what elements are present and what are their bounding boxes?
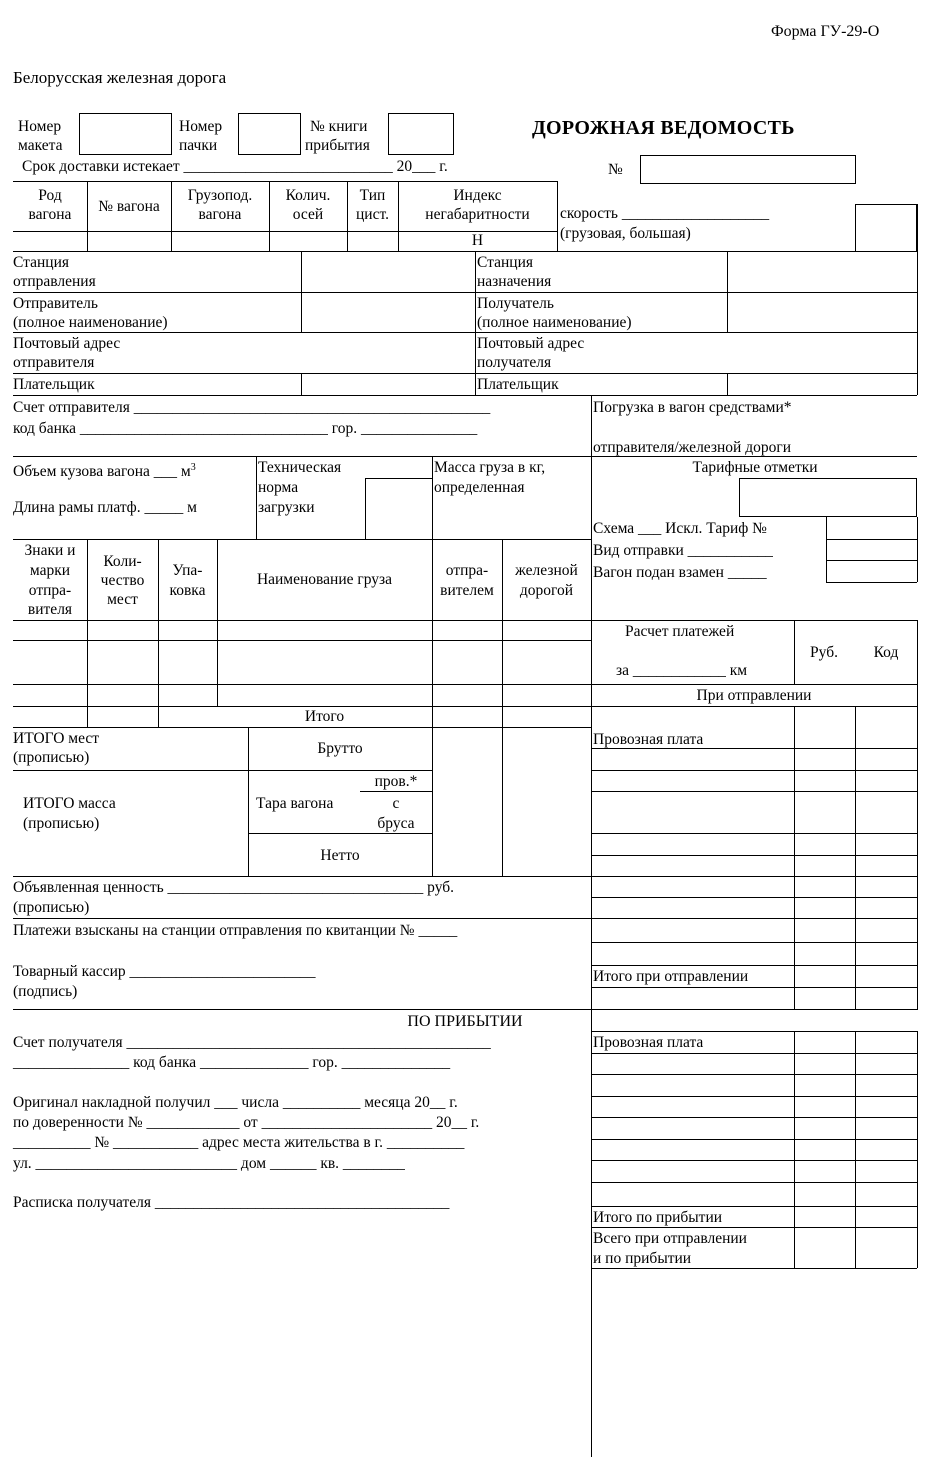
cashier-hint: (подпись) (13, 983, 78, 1000)
mass-1: Масса груза в кг, (434, 459, 546, 476)
provoz-arr: Провозная плата (593, 1034, 704, 1051)
netto: Нетто (320, 847, 360, 864)
number-sign: № (608, 161, 623, 178)
total-1: Всего при отправлении (593, 1230, 747, 1247)
wagon-volume[interactable]: Объем кузова вагона ___ $м^3$ (13, 462, 196, 481)
loading-1: Погрузка в вагон средствами* (593, 399, 792, 416)
tariff-marks-field[interactable] (739, 478, 917, 517)
norm-3: загрузки (258, 499, 315, 516)
original-4[interactable]: ул. __________________________ дом ______ кв. ________ (13, 1155, 405, 1172)
by-sender-2: вителем (440, 582, 494, 599)
index-2: негабаритности (425, 206, 530, 223)
receiver-addr-1: Почтовый адрес (477, 335, 585, 352)
pachki-number-field[interactable] (238, 113, 301, 155)
pack-2: ковка (169, 582, 206, 599)
qty-2: чество (100, 572, 145, 589)
tip-cist-1: Тип (359, 187, 386, 204)
calc-payments: Расчет платежей (625, 623, 735, 640)
sender-2: (полное наименование) (13, 314, 168, 331)
itogo-arr: Итого по прибытии (593, 1209, 723, 1226)
loading-2: отправителя/железной дороги (593, 439, 791, 456)
payer-right: Плательщик (477, 376, 559, 393)
declared-value-hint: (прописью) (13, 899, 90, 916)
station-from-1: Станция (13, 254, 69, 271)
mass-2: определенная (434, 479, 525, 496)
km-field[interactable]: за ____________ км (616, 662, 748, 679)
gruzopod-1: Грузопод. (187, 187, 253, 204)
delivery-deadline[interactable]: Срок доставки истекает ___________________________ 20___ г. (22, 158, 448, 175)
itogo-mest-1: ИТОГО мест (13, 730, 100, 747)
rod-vagona-1: Род (38, 187, 62, 204)
index-1: Индекс (453, 187, 502, 204)
provoz-dep: Провозная плата (593, 731, 704, 748)
kol-osey-2: осей (292, 206, 324, 223)
qty-1: Коли- (103, 553, 142, 570)
cargo-name: Наименование груза (256, 571, 393, 588)
sender-account[interactable]: Счет отправителя ______________________________________________ (13, 399, 491, 416)
prov: пров.* (374, 773, 418, 790)
itogo-dep: Итого при отправлении (593, 968, 749, 985)
receiver-2: (полное наименование) (477, 314, 632, 331)
norm-1: Техническая (258, 459, 342, 476)
kniga-label-2: прибытия (305, 137, 370, 154)
kol-osey-1: Колич. (285, 187, 331, 204)
nomer-vagona: № вагона (98, 198, 160, 215)
brusa: бруса (377, 815, 415, 832)
speed-code-field[interactable] (855, 204, 917, 252)
maket-number-field[interactable] (79, 113, 172, 155)
itogo-mest-2: (прописью) (13, 749, 90, 766)
receiver-addr-2: получателя (477, 354, 552, 371)
sender-addr-2: отправителя (13, 354, 95, 371)
bank-code[interactable]: код банка ________________________________ гор. _______________ (13, 420, 478, 437)
original-2[interactable]: по доверенности № ____________ от ______________________ 20__ г. (13, 1114, 480, 1131)
station-to-1: Станция (477, 254, 533, 271)
tariff-marks: Тарифные отметки (692, 459, 818, 476)
original-1[interactable]: Оригинал накладной получил ___ числа __________ месяца 20__ г. (13, 1094, 458, 1111)
s-label: с (392, 795, 400, 812)
station-from-2: отправления (13, 273, 96, 290)
speed-label[interactable]: скорость ___________________ (560, 205, 770, 222)
receiver-account[interactable]: Счет получателя _______________________________________________ (13, 1034, 491, 1051)
wagon-replace[interactable]: Вагон подан взамен _____ (593, 564, 767, 581)
payments-collected[interactable]: Платежи взысканы на станции отправления по квитанции № _____ (13, 922, 458, 939)
kniga-label-1: № книги (310, 118, 368, 135)
qty-3: мест (107, 591, 138, 608)
original-3[interactable]: __________ № ___________ адрес места жительства в г. __________ (13, 1134, 465, 1151)
total-2: и по прибытии (593, 1250, 692, 1267)
index-value: Н (471, 232, 484, 249)
by-rail-2: дорогой (519, 582, 574, 599)
payer-left: Плательщик (13, 376, 95, 393)
pack-1: Упа- (172, 562, 203, 579)
itogo-mass-2: (прописью) (23, 815, 100, 832)
brutto: Брутто (317, 740, 363, 757)
sender-addr-1: Почтовый адрес (13, 335, 121, 352)
by-rail-1: железной (515, 562, 578, 579)
by-sender-1: отпра- (445, 562, 489, 579)
document-number-field[interactable] (640, 155, 856, 184)
pachki-label-1: Номер (179, 118, 223, 135)
speed-hint: (грузовая, большая) (560, 225, 691, 242)
itogo-mass-1: ИТОГО масса (23, 795, 116, 812)
pachki-label-2: пачки (179, 137, 218, 154)
frame-length[interactable]: Длина рамы платф. _____ м (13, 499, 197, 516)
rod-vagona-2: вагона (28, 206, 72, 223)
marks-4: вителя (27, 601, 73, 618)
on-departure: При отправлении (696, 687, 812, 704)
gruzopod-2: вагона (198, 206, 242, 223)
declared-value[interactable]: Объявленная ценность _________________________________ руб. (13, 879, 455, 896)
scheme[interactable]: Схема ___ Искл. Тариф № (593, 520, 767, 537)
marks-3: отпра- (28, 582, 72, 599)
kod-header: Код (873, 644, 899, 661)
tip-cist-2: цист. (356, 206, 389, 223)
dispatch-type[interactable]: Вид отправки ___________ (593, 542, 773, 559)
station-to-2: назначения (477, 273, 552, 290)
cashier[interactable]: Товарный кассир ________________________ (13, 963, 316, 980)
document-title: ДОРОЖНАЯ ВЕДОМОСТЬ (532, 117, 795, 139)
form-code: Форма ГУ-29-О (771, 23, 880, 40)
norm-2: норма (258, 479, 299, 496)
receiver-1: Получатель (477, 295, 554, 312)
sender-1: Отправитель (13, 295, 98, 312)
itogo: Итого (304, 708, 345, 725)
arrival-title: ПО ПРИБЫТИИ (407, 1013, 523, 1030)
marks-2: марки (29, 562, 71, 579)
tara: Тара вагона (256, 795, 334, 812)
railway-name: Белорусская железная дорога (13, 68, 227, 87)
maket-label-2: макета (18, 137, 63, 154)
receipt[interactable]: Расписка получателя ______________________________________ (13, 1194, 450, 1211)
rub-header: Руб. (810, 644, 838, 661)
receiver-bank[interactable]: _______________ код банка ______________ гор. ______________ (13, 1054, 451, 1071)
marks-1: Знаки и (24, 542, 76, 559)
kniga-number-field[interactable] (388, 113, 454, 155)
maket-label-1: Номер (18, 118, 62, 135)
